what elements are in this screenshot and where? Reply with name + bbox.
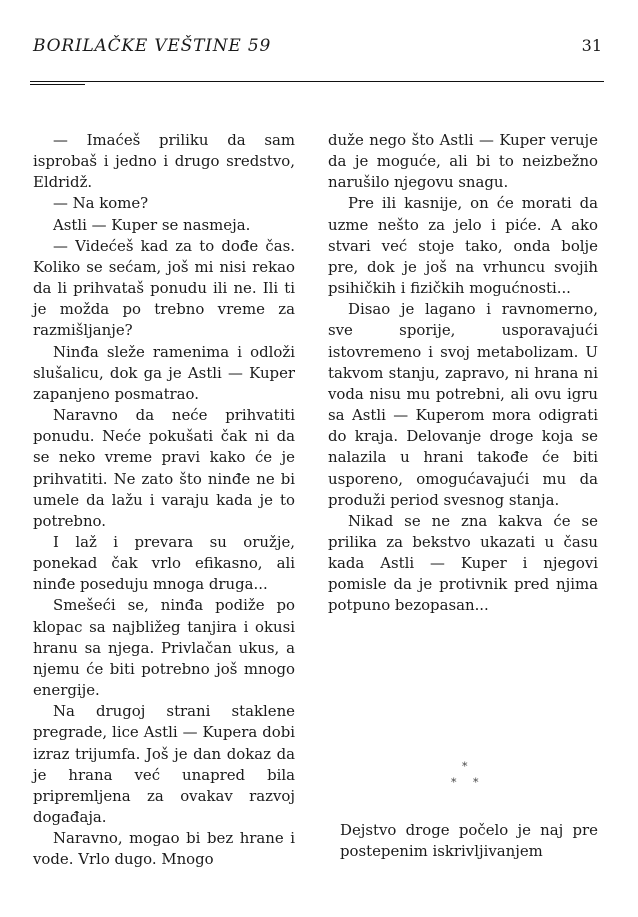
paragraph: Nikad se ne zna kakva će se prilika za bekstvo ukazati u času kada Astli — Kuper i njegovi pomisle da je protivnik pred njima potpuno bezopasan...	[328, 511, 598, 615]
paragraph: Naravno, mogao bi bez hrane i vode. Vrlo dugo. Mnogo	[33, 829, 295, 869]
right-column	[328, 130, 598, 617]
paragraph: — Videćeš kad za to dođe čas. Koliko se sećam, još mi nisi rekao da li prihvataš ponudu ili ne. Ili ti je možda po trebno vreme za razmišljanje?	[33, 236, 295, 340]
paragraph: Disao je lagano i ravnomerno, sve sporije, usporavajući istovremeno i svoj metabolizam. U takvom stanju, zapravo, ni hrana ni voda nisu mu potrebni, ali ovu igru sa Astli — Kuperom mora odigrati do kraja. Delovanje droge koja se nalazila u hrani takođe će biti usporeno, omogućavajući mu da produži period svesnog stanja.	[328, 300, 598, 509]
paragraph: Naravno da neće prihvatiti ponudu. Neće pokušati čak ni da se neko vreme pravi kako će je prihvatiti. Ne zato što ninđe ne bi umele da lažu i varaju kada je to potrebno.	[33, 406, 295, 530]
page-number: 31	[581, 36, 602, 55]
paragraph: duže nego što Astli — Kuper veruje da je moguće, ali bi to neizbežno narušilo njegovu snagu.	[328, 131, 598, 192]
paragraph: I laž i prevara su oružje, ponekad čak vrlo efikasno, ali ninđe poseduju mnoga druga...	[33, 532, 295, 594]
page-header	[33, 36, 602, 60]
paragraph: Smešeći se, ninđa podiže po klopac sa najbližeg tanjira i okusi hranu sa njega. Privlačan ukus, a njemu će biti potrebno još mnogo energije.	[33, 596, 295, 700]
paragraph: — Imaćeš priliku da sam isprobaš i jedno i drugo sredstvo, Eldridž.	[33, 131, 295, 192]
right-column-continuation	[340, 820, 598, 862]
asterisk: *	[473, 776, 479, 789]
paragraph: Astli — Kuper se nasmeja.	[53, 215, 251, 234]
section-break-asterisks	[425, 760, 505, 794]
asterisk: *	[451, 776, 457, 789]
paragraph: Dejstvo droge počelo je naj pre postepenim iskrivljivanjem	[340, 821, 598, 861]
header-rule	[30, 81, 604, 82]
paragraph: Ninđa sleže ramenima i odloži slušalicu, dok ga je Astli — Kuper zapanjeno posmatrao.	[33, 342, 295, 403]
asterisk: *	[462, 760, 468, 773]
running-title: BORILAČKE VEŠTINE 59	[33, 36, 272, 56]
left-column	[33, 130, 295, 870]
header-rule-accent	[30, 84, 85, 85]
paragraph: Pre ili kasnije, on će morati da uzme nešto za jelo i piće. A ako stvari već stoje tako, onda bolje pre, dok je još na vrhuncu svojih psihičkih i fizičkih mogućnosti...	[328, 194, 598, 298]
paragraph: — Na kome?	[53, 194, 149, 213]
paragraph: Na drugoj strani staklene pregrade, lice Astli — Kupera dobi izraz trijumfa. Još je dan dokaz da je hrana već unapred bila pripremljena za ovakav razvoj događaja.	[33, 702, 295, 826]
